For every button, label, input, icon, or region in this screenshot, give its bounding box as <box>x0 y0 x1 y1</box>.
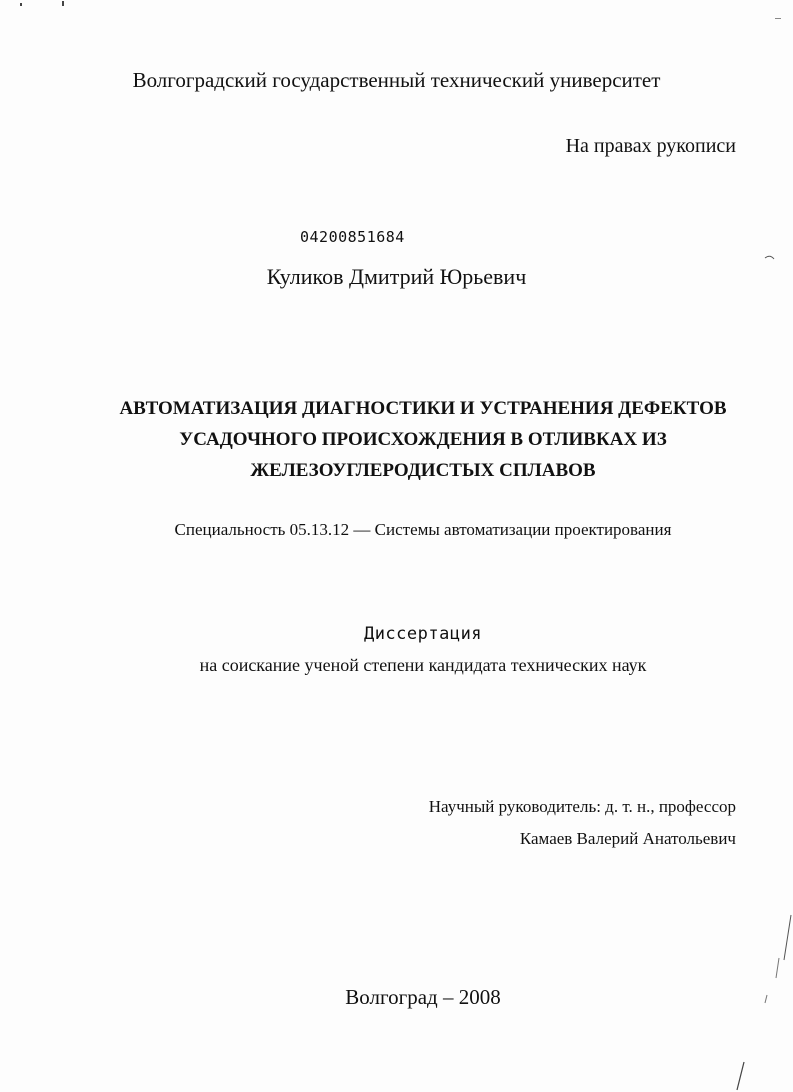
catalog-code: 04200851684 <box>300 228 405 246</box>
supervisor-name: Камаев Валерий Анатольевич <box>519 829 736 848</box>
author-name: Куликов Дмитрий Юрьевич <box>266 264 527 289</box>
title-line-2: УСАДОЧНОГО ПРОИСХОЖДЕНИЯ В ОТЛИВКАХ ИЗ <box>179 429 667 450</box>
city-year: Волгоград – 2008 <box>345 985 501 1009</box>
pen-stroke <box>765 256 774 259</box>
supervisor-role: Научный руководитель: д. т. н., профессор <box>428 797 736 816</box>
pen-stroke <box>784 915 791 960</box>
title-line-3: ЖЕЛЕЗОУГЛЕРОДИСТЫХ СПЛАВОВ <box>250 460 596 481</box>
university-name: Волгоградский государственный технический университет <box>132 68 661 92</box>
pen-stroke <box>776 958 779 978</box>
dissertation-label: Диссертация <box>363 624 483 644</box>
degree-line: на соискание ученой степени кандидата технических наук <box>199 655 647 675</box>
scan-artifact-dot <box>20 3 22 6</box>
scan-artifact-dot <box>62 1 64 6</box>
pen-stroke <box>737 1062 744 1090</box>
rights-note: На правах рукописи <box>565 135 736 157</box>
dissertation-title <box>0 393 793 486</box>
title-line-1: АВТОМАТИЗАЦИЯ ДИАГНОСТИКИ И УСТРАНЕНИЯ ДЕФЕКТОВ <box>119 398 727 419</box>
specialty-line: Специальность 05.13.12 — Системы автоматизации проектирования <box>174 520 672 539</box>
scan-artifact-dot <box>775 18 781 19</box>
